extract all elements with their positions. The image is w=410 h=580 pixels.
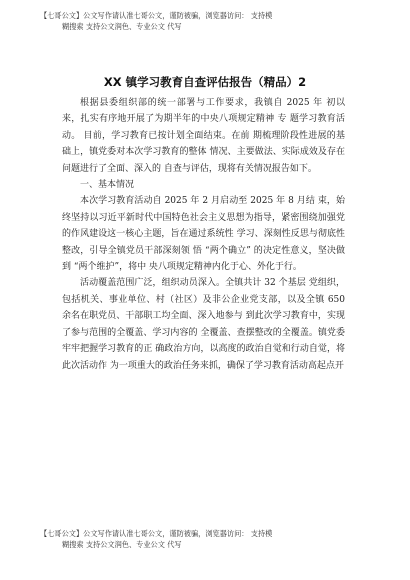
section-heading-basic-info: 一、基本情况 (80, 180, 135, 191)
footer-note-line-2: 糊搜索 支持公文润色、专业公文 代写 (62, 540, 182, 549)
footer-note-line-1: 【七哥公文】公文写作请认准七哥公文，谨防被骗，浏览器访问： 支持模 (40, 529, 273, 538)
footer-watermark-note (40, 528, 390, 550)
document-body (62, 95, 345, 374)
header-note-line-2: 糊搜索 支持公文润色、专业公文 代写 (62, 22, 182, 31)
body-paragraph-1: 本次学习教育活动自 2025 年 2 月启动至 2025 年 8 月结 束，始终坚持以习近平新时代中国特色社会主义思想为指导，紧密围绕加强党的作风建设这一核心主题，旨在通过系统性 学习、深刻性反思与彻底性整改，引导全镇党员干部深刻领 悟 “两个确立” 的决定性意义，坚决做到 “两个维护”，将中 央八项规定精神内化于心、外化于行。 (62, 196, 345, 273)
header-watermark-note (40, 10, 390, 32)
intro-paragraph: 根据县委组织部的统一部署与工作要求，我镇自 2025 年 初以来，扎实有序地开展了为期半年的中央八项规定精神 专 题学习教育活动。 目前，学习教育已按计划全面结束。在前 期梳理阶段性进展的基础上，镇党委对本次学习教育的整体 情况、主要做法、实际成效及存在问题进行了全面、深入的 自查与评估，现将有关情况报告如下。 (62, 98, 345, 174)
document-title: XX 镇学习教育自查评估报告（精品）2 (103, 75, 307, 89)
body-paragraph-2: 活动覆盖范围广泛，组织动员深入。全镇共计 32 个基层 党组织，包括机关、事业单位、村（社区）及非公企业党支部，以及全镇 650 余名在职党员、干部职工均全面、深入地参与 到此次学习教育中，实现了参与范围的全覆盖、学习内容的 全覆盖、查摆整改的全覆盖。镇党委牢牢把握学习教育的正 确政治方向，以高度的政治自觉和行动自觉，将此次活动作 为一项重大的政治任务来抓，确保了学习教育活动高起点开 (62, 278, 345, 371)
header-note-line-1: 【七哥公文】公文写作请认准七哥公文，谨防被骗，浏览器访问： 支持模 (40, 11, 273, 20)
